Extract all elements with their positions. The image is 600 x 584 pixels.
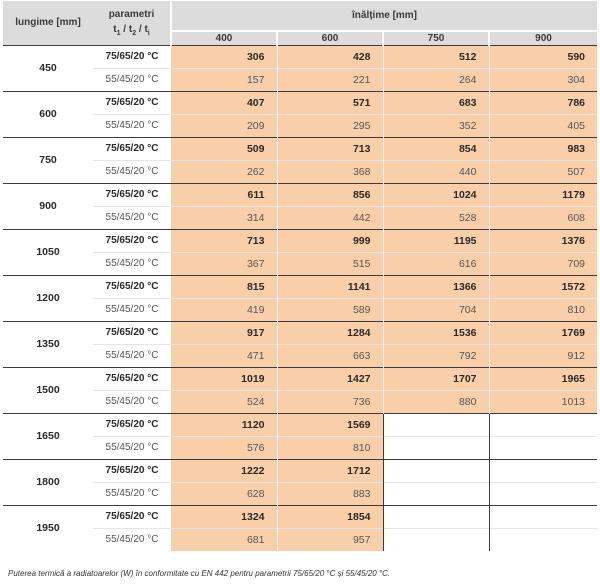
value-cell: 1376 <box>489 229 597 252</box>
param-cell-55-45-20: 55/45/20 °C <box>93 114 171 137</box>
table-row <box>3 91 597 114</box>
value-cell: 264 <box>383 68 489 91</box>
table-row <box>3 68 597 91</box>
value-cell: 1572 <box>489 275 597 298</box>
value-cell: 704 <box>383 298 489 321</box>
table-row <box>3 528 597 551</box>
value-cell: 616 <box>383 252 489 275</box>
table-row <box>3 114 597 137</box>
header-row <box>3 1 597 31</box>
value-cell: 1179 <box>489 183 597 206</box>
value-cell: 571 <box>277 91 383 114</box>
value-cell <box>489 413 597 436</box>
length-header: lungime [mm] <box>3 1 93 45</box>
table-row <box>3 206 597 229</box>
param-cell-75-65-20: 75/65/20 °C <box>93 229 171 252</box>
length-cell: 1650 <box>3 413 93 459</box>
height-600: 600 <box>277 31 383 45</box>
height-900: 900 <box>489 31 597 45</box>
param-cell-75-65-20: 75/65/20 °C <box>93 45 171 68</box>
value-cell <box>489 436 597 459</box>
value-cell: 306 <box>171 45 277 68</box>
length-cell: 1350 <box>3 321 93 367</box>
value-cell: 524 <box>171 390 277 413</box>
length-cell: 750 <box>3 137 93 183</box>
table-row <box>3 275 597 298</box>
table-row <box>3 505 597 528</box>
value-cell: 1120 <box>171 413 277 436</box>
value-cell: 440 <box>383 160 489 183</box>
value-cell: 983 <box>489 137 597 160</box>
table-body <box>3 45 597 551</box>
value-cell: 590 <box>489 45 597 68</box>
value-cell <box>383 528 489 551</box>
table-row <box>3 459 597 482</box>
value-cell: 856 <box>277 183 383 206</box>
value-cell: 883 <box>277 482 383 505</box>
table-row <box>3 160 597 183</box>
value-cell: 419 <box>171 298 277 321</box>
length-cell: 900 <box>3 183 93 229</box>
value-cell: 304 <box>489 68 597 91</box>
value-cell: 854 <box>383 137 489 160</box>
value-cell: 1195 <box>383 229 489 252</box>
params-header-formula: $t_1 / t_2 / t_i$ <box>113 24 150 38</box>
height-header: înălțime [mm] <box>171 1 597 31</box>
value-cell: 999 <box>277 229 383 252</box>
value-cell: 1769 <box>489 321 597 344</box>
table-row <box>3 482 597 505</box>
param-cell-75-65-20: 75/65/20 °C <box>93 137 171 160</box>
value-cell: 1284 <box>277 321 383 344</box>
param-cell-75-65-20: 75/65/20 °C <box>93 275 171 298</box>
heat-output-table <box>3 1 597 551</box>
param-cell-55-45-20: 55/45/20 °C <box>93 298 171 321</box>
param-cell-55-45-20: 55/45/20 °C <box>93 436 171 459</box>
param-cell-75-65-20: 75/65/20 °C <box>93 367 171 390</box>
value-cell: 528 <box>383 206 489 229</box>
value-cell: 663 <box>277 344 383 367</box>
param-cell-55-45-20: 55/45/20 °C <box>93 482 171 505</box>
table-row <box>3 137 597 160</box>
param-cell-55-45-20: 55/45/20 °C <box>93 528 171 551</box>
value-cell: 810 <box>277 436 383 459</box>
table-row <box>3 344 597 367</box>
value-cell: 428 <box>277 45 383 68</box>
value-cell: 157 <box>171 68 277 91</box>
value-cell: 713 <box>171 229 277 252</box>
length-cell: 600 <box>3 91 93 137</box>
value-cell: 352 <box>383 114 489 137</box>
value-cell: 221 <box>277 68 383 91</box>
value-cell: 713 <box>277 137 383 160</box>
value-cell: 681 <box>171 528 277 551</box>
value-cell: 1854 <box>277 505 383 528</box>
table-row <box>3 367 597 390</box>
param-cell-75-65-20: 75/65/20 °C <box>93 321 171 344</box>
value-cell: 608 <box>489 206 597 229</box>
table-row <box>3 436 597 459</box>
table-row <box>3 183 597 206</box>
value-cell: 507 <box>489 160 597 183</box>
param-cell-55-45-20: 55/45/20 °C <box>93 160 171 183</box>
value-cell: 1366 <box>383 275 489 298</box>
height-750: 750 <box>383 31 489 45</box>
value-cell: 368 <box>277 160 383 183</box>
value-cell: 1965 <box>489 367 597 390</box>
value-cell <box>489 505 597 528</box>
value-cell: 709 <box>489 252 597 275</box>
value-cell: 314 <box>171 206 277 229</box>
param-cell-55-45-20: 55/45/20 °C <box>93 390 171 413</box>
param-cell-55-45-20: 55/45/20 °C <box>93 68 171 91</box>
value-cell: 1569 <box>277 413 383 436</box>
value-cell: 1536 <box>383 321 489 344</box>
value-cell: 515 <box>277 252 383 275</box>
value-cell: 792 <box>383 344 489 367</box>
param-cell-75-65-20: 75/65/20 °C <box>93 183 171 206</box>
value-cell: 576 <box>171 436 277 459</box>
param-cell-75-65-20: 75/65/20 °C <box>93 505 171 528</box>
height-400: 400 <box>171 31 277 45</box>
value-cell <box>383 459 489 482</box>
value-cell: 1019 <box>171 367 277 390</box>
length-cell: 1050 <box>3 229 93 275</box>
value-cell <box>489 482 597 505</box>
table-row <box>3 229 597 252</box>
value-cell: 295 <box>277 114 383 137</box>
value-cell <box>383 413 489 436</box>
value-cell: 471 <box>171 344 277 367</box>
params-header <box>93 1 171 45</box>
value-cell: 912 <box>489 344 597 367</box>
value-cell: 1324 <box>171 505 277 528</box>
length-cell: 1200 <box>3 275 93 321</box>
value-cell <box>383 436 489 459</box>
value-cell: 810 <box>489 298 597 321</box>
param-cell-55-45-20: 55/45/20 °C <box>93 206 171 229</box>
value-cell: 1707 <box>383 367 489 390</box>
value-cell: 628 <box>171 482 277 505</box>
value-cell: 815 <box>171 275 277 298</box>
param-cell-55-45-20: 55/45/20 °C <box>93 344 171 367</box>
value-cell <box>489 528 597 551</box>
value-cell: 786 <box>489 91 597 114</box>
param-cell-75-65-20: 75/65/20 °C <box>93 413 171 436</box>
length-cell: 1950 <box>3 505 93 551</box>
value-cell: 611 <box>171 183 277 206</box>
param-cell-55-45-20: 55/45/20 °C <box>93 252 171 275</box>
table-row <box>3 413 597 436</box>
value-cell: 367 <box>171 252 277 275</box>
value-cell <box>383 505 489 528</box>
table-row <box>3 321 597 344</box>
param-cell-75-65-20: 75/65/20 °C <box>93 91 171 114</box>
value-cell: 512 <box>383 45 489 68</box>
params-header-label: parametri <box>108 9 155 21</box>
table-row <box>3 252 597 275</box>
table-row <box>3 298 597 321</box>
value-cell: 405 <box>489 114 597 137</box>
value-cell: 442 <box>277 206 383 229</box>
value-cell: 1712 <box>277 459 383 482</box>
value-cell: 262 <box>171 160 277 183</box>
value-cell: 1222 <box>171 459 277 482</box>
value-cell: 509 <box>171 137 277 160</box>
length-cell: 1800 <box>3 459 93 505</box>
value-cell <box>489 459 597 482</box>
value-cell: 917 <box>171 321 277 344</box>
value-cell: 1141 <box>277 275 383 298</box>
length-cell: 450 <box>3 45 93 91</box>
value-cell: 407 <box>171 91 277 114</box>
value-cell: 880 <box>383 390 489 413</box>
value-cell: 209 <box>171 114 277 137</box>
value-cell: 683 <box>383 91 489 114</box>
value-cell: 1427 <box>277 367 383 390</box>
footnote: Puterea termică a radiatoarelor (W) în conformitate cu EN 442 pentru parametrii 75/65/20 °C și 55/45/20 °C. <box>8 569 391 578</box>
param-cell-75-65-20: 75/65/20 °C <box>93 459 171 482</box>
table-row <box>3 45 597 68</box>
table-row <box>3 390 597 413</box>
value-cell: 957 <box>277 528 383 551</box>
length-cell: 1500 <box>3 367 93 413</box>
value-cell: 589 <box>277 298 383 321</box>
value-cell: 1013 <box>489 390 597 413</box>
value-cell: 736 <box>277 390 383 413</box>
value-cell <box>383 482 489 505</box>
value-cell: 1024 <box>383 183 489 206</box>
